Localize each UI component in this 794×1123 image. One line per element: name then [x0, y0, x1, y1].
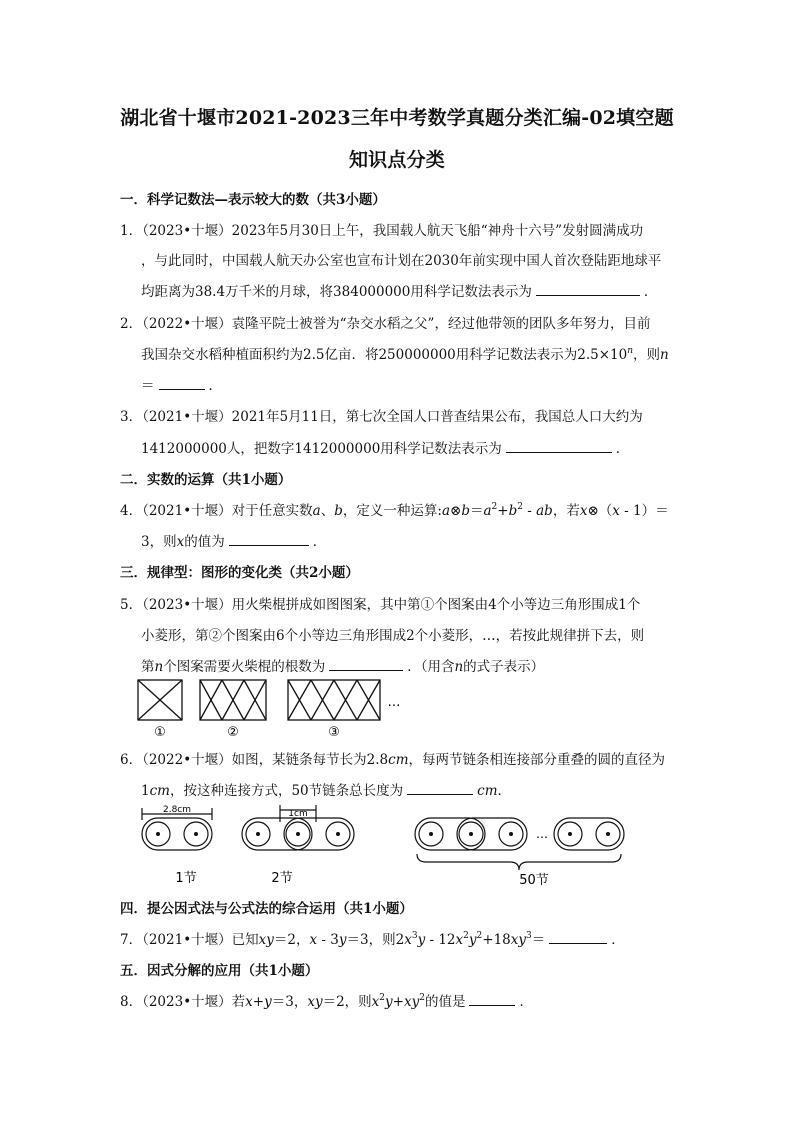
q6-answer-blank[interactable]	[407, 782, 473, 795]
q2-var: n	[660, 347, 669, 363]
q7-term2-x: x	[455, 932, 464, 948]
q8-term1-x: x	[371, 994, 380, 1010]
q7-x: x	[309, 932, 318, 948]
pattern-label-3: ③	[328, 725, 340, 740]
q8-eq2: ＝2，则	[322, 994, 372, 1010]
q4-minus: -	[522, 503, 537, 519]
q5-var-n: n	[154, 659, 164, 675]
chain-length-label: 2.8cm	[162, 805, 192, 815]
q3-answer-blank[interactable]	[506, 440, 612, 453]
q5-answer-blank[interactable]	[329, 658, 403, 671]
q5-text: 个图案需要火柴棍的根数为	[163, 659, 326, 675]
q2-text: 我国杂交水稻种植面积约为2.5亿亩．将250000000用科学记数法表示为2.5×10	[141, 347, 628, 363]
q6-line1	[120, 748, 665, 768]
pattern-label-2: ②	[227, 725, 239, 740]
q4-line2	[141, 530, 326, 550]
q4-text: 4．（2021•十堰）对于任意实数	[120, 503, 313, 519]
q4-ab: ab	[536, 503, 553, 519]
q2-line2	[141, 343, 669, 363]
q5-line3	[141, 655, 544, 675]
q4-line1	[120, 499, 669, 519]
q4-then: 3，则	[141, 534, 177, 550]
q7-eq2: ＝2，	[273, 932, 310, 948]
q5-di: 第	[141, 659, 155, 675]
chain-label-2: 2节	[271, 871, 293, 886]
q7-term1-y: y	[417, 932, 426, 948]
chain-label-1: 1节	[175, 871, 197, 886]
q5-var-n2: n	[454, 659, 464, 675]
q7-minus12: - 12	[425, 932, 456, 948]
section-heading-2: 二．实数的运算（共1小题）	[120, 472, 292, 488]
q3-text: 1412000000人，把数字1412000000用科学记数法表示为	[141, 441, 502, 457]
section-heading-3: 三．规律型：图形的变化类（共2小题）	[120, 565, 359, 581]
q8-plus: +	[392, 994, 404, 1010]
q4-define: ，定义一种运算:	[342, 503, 442, 519]
pattern-label-1: ①	[154, 725, 166, 740]
q5-matchstick-figure	[130, 676, 410, 740]
q6-text: 6．（2022•十堰）如图，某链条每节长为2.8	[120, 752, 389, 768]
q7-term2-y: y	[468, 932, 477, 948]
q6-chain-figure	[130, 800, 650, 892]
q4-x2: x	[612, 503, 620, 519]
q4-a: a	[483, 503, 492, 519]
chain-label-50: 50节	[519, 873, 549, 888]
q7-end: ．	[611, 932, 625, 948]
q5-line2: 小菱形，第②个图案由6个小等边三角形围成2个小菱形，…，若按此规律拼下去，则	[141, 628, 645, 644]
q8-line1	[120, 990, 533, 1010]
q7-exp3: 3	[526, 931, 532, 941]
q1-text: 均距离为38.4万千米的月球，将384000000用科学记数法表示为	[141, 284, 532, 300]
q8-xy: xy	[307, 994, 323, 1010]
chain-diameter-label: 1cm	[288, 809, 308, 819]
q2-eq: ＝	[141, 378, 155, 394]
q3-line1: 3．（2021•十堰）2021年5月11日，第七次全国人口普查结果公布，我国总人口大约为	[120, 409, 643, 425]
q6-end: ．	[497, 783, 512, 799]
q2-exponent: n	[627, 346, 634, 356]
q7-answer-blank[interactable]	[549, 931, 607, 944]
q8-answer-blank[interactable]	[469, 993, 515, 1006]
q4-exp-a: 2	[491, 502, 498, 512]
q8-exp2: 2	[419, 993, 425, 1003]
q2-line3	[141, 374, 222, 394]
chain-ellipsis: …	[536, 827, 548, 841]
q4-eq: ＝	[469, 503, 484, 519]
q7-minus3: - 3	[317, 932, 339, 948]
section-heading-1: 一．科学记数法—表示较大的数（共3小题）	[120, 192, 386, 208]
q4-x3: x	[176, 534, 185, 550]
q7-xy: xy	[258, 932, 274, 948]
q7-exp1: 3	[411, 931, 418, 941]
q4-plus: +	[497, 503, 509, 519]
q7-line1	[120, 928, 625, 948]
doc-title-line1: 湖北省十堰市2021-2023三年中考数学真题分类汇编-02填空题	[120, 107, 674, 129]
q8-eq3: ＝3，	[271, 994, 308, 1010]
q1-line2: ，与此同时，中国载人航天办公室也宣布计划在2030年前实现中国人首次登陆距地球平	[141, 253, 662, 269]
q4-var-a: a	[312, 503, 321, 519]
q7-eq: ＝	[531, 932, 546, 948]
q2-line1: 2．（2022•十堰）袁隆平院士被誉为“杂交水稻之父”，经过他带领的团队多年努力，目前	[120, 316, 651, 332]
q2-answer-blank[interactable]	[159, 377, 205, 390]
q3-line2	[141, 437, 629, 457]
q3-end: ．	[615, 441, 630, 457]
q4-var-b: b	[334, 503, 343, 519]
section-heading-4: 四．提公因式法与公式法的综合运用（共1小题）	[120, 901, 413, 917]
q4-operation: a⊗b	[441, 503, 470, 519]
q1-line1: 1．（2023•十堰）2023年5月30日上午，我国载人航天飞船“神舟十六号”发射圆满成功	[120, 223, 644, 239]
q6-unit-1: cm	[388, 752, 409, 768]
q6-unit-3: cm	[477, 783, 498, 799]
doc-title-line2: 知识点分类	[348, 149, 445, 171]
q8-term2: xy	[403, 994, 420, 1010]
chain-50-links	[415, 818, 624, 870]
q4-op2: ⊗（	[587, 503, 613, 519]
q7-plus18: +18	[482, 932, 511, 948]
q7-exp2b: 2	[476, 931, 483, 941]
q8-text: 8．（2023•十堰）若	[120, 994, 246, 1010]
q8-value-is: 的值是	[424, 994, 466, 1010]
pattern-3	[288, 680, 380, 720]
q8-x-plus-y: x+y	[245, 994, 272, 1010]
q6-unit-2: cm	[149, 783, 170, 799]
q4-answer-blank[interactable]	[229, 533, 309, 546]
q6-line2	[141, 779, 511, 799]
pattern-2	[200, 680, 266, 720]
q2-then: ，则	[633, 347, 661, 363]
q5-line1: 5．（2023•十堰）用火柴棍拼成如图图案，其中第①个图案由4个小等边三角形围成1个	[120, 597, 641, 613]
q4-rhs: - 1）＝	[619, 503, 669, 519]
q6-text-c: ，按这种连接方式，50节链条总长度为	[169, 783, 404, 799]
q2-end: ．	[208, 378, 222, 394]
q6-one: 1	[141, 783, 150, 799]
q5-hint-end: 的式子表示）	[463, 659, 545, 675]
q7-eq3: ＝3，则2	[346, 932, 405, 948]
q1-answer-blank[interactable]	[536, 283, 640, 296]
q6-text-b: ，每两节链条相连接部分重叠的圆的直径为	[408, 752, 666, 768]
q5-hint: ．（用含	[407, 659, 455, 675]
q7-term1-x: x	[404, 932, 412, 948]
q7-exp2: 2	[463, 931, 469, 941]
q8-exp1: 2	[379, 993, 386, 1003]
pattern-ellipsis: …	[387, 695, 401, 710]
pattern-1	[138, 680, 182, 720]
q4-x1: x	[579, 503, 588, 519]
q7-term3: xy	[510, 932, 527, 948]
q4-end: ．	[312, 534, 327, 550]
q4-sep: 、	[320, 503, 335, 519]
q8-end: ．	[519, 994, 533, 1010]
section-heading-5: 五．因式分解的应用（共1小题）	[120, 963, 319, 979]
q7-y: y	[338, 932, 347, 948]
q1-end: ．	[643, 284, 658, 300]
q4-exp-b: 2	[517, 502, 523, 512]
q4-b: b	[508, 503, 518, 519]
q8-term1-y: y	[385, 994, 393, 1010]
q1-line3	[141, 280, 657, 300]
q4-if: ，若	[552, 503, 580, 519]
q4-value-of: 的值为	[184, 534, 225, 550]
q7-text: 7．（2021•十堰）已知	[120, 932, 259, 948]
